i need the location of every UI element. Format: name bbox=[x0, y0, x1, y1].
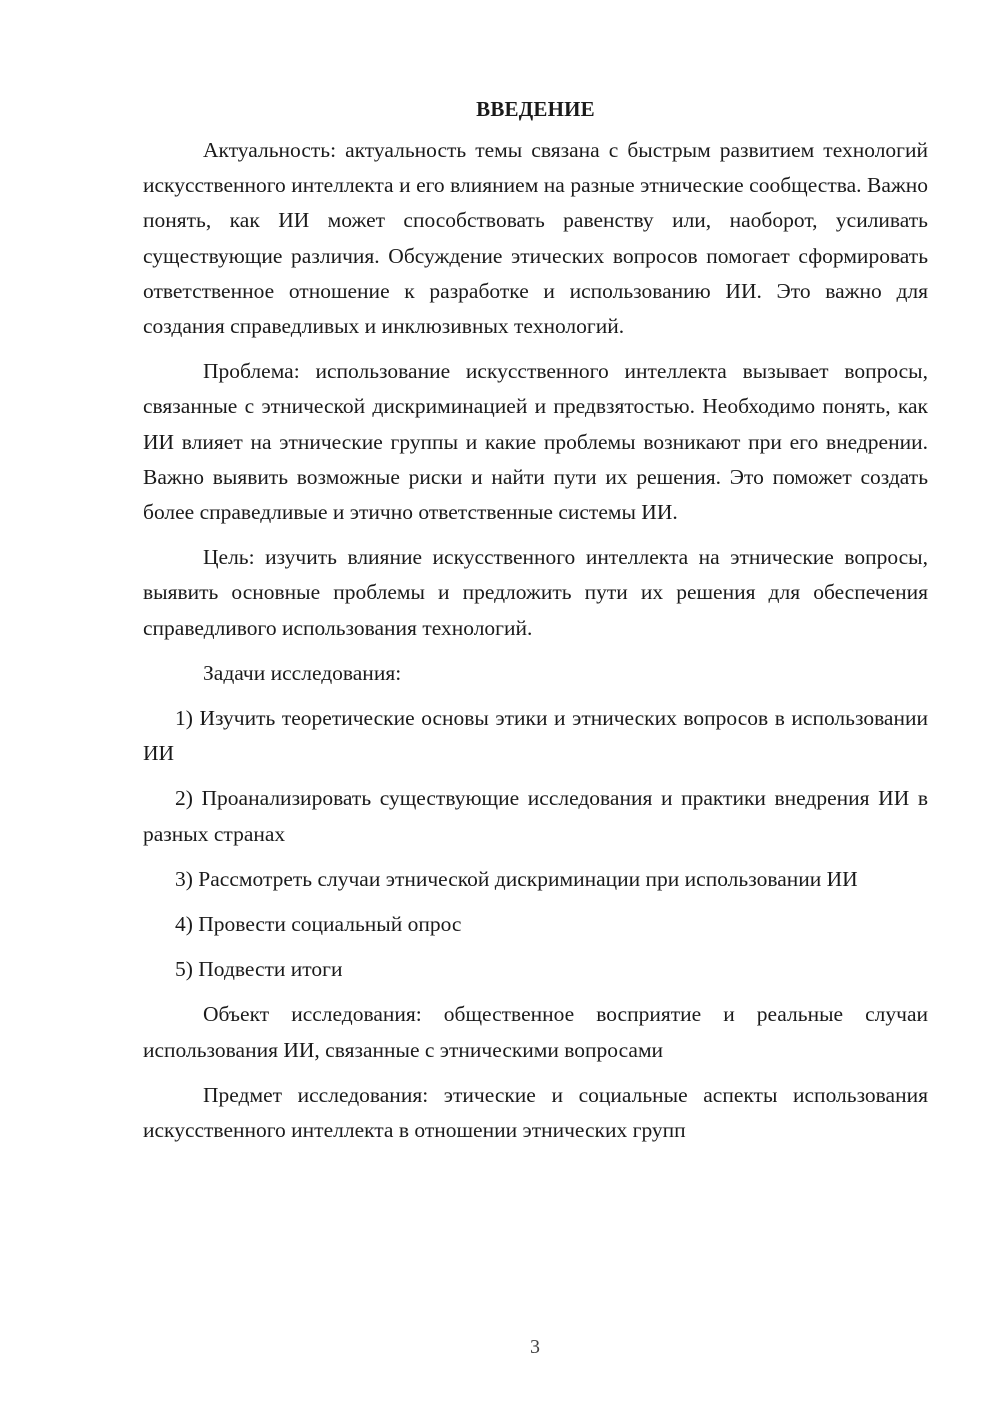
task-item: 4) Провести социальный опрос bbox=[175, 912, 462, 937]
problem-paragraph: Проблема: использование искусственного интеллекта вызывает вопросы, связанные с этнической дискриминацией и предвзятостью. Необходимо понять, как ИИ влияет на этнические группы и какие проблемы возникают при его внедрении. Важно выявить возможные риски и найти пути их решения. Это поможет создать более справедливые и этично ответственные системы ИИ. bbox=[143, 359, 928, 525]
task-item: 1) Изучить теоретические основы этики и этнических вопросов в использовании ИИ bbox=[143, 706, 928, 766]
object-paragraph: Объект исследования: общественное восприятие и реальные случаи использования ИИ, связанные с этническими вопросами bbox=[143, 1002, 928, 1062]
section-title: ВВЕДЕНИЕ bbox=[476, 97, 595, 121]
tasks-heading: Задачи исследования: bbox=[203, 660, 402, 685]
task-item: 5) Подвести итоги bbox=[175, 957, 343, 982]
goal-paragraph: Цель: изучить влияние искусственного интеллекта на этнические вопросы, выявить основные проблемы и предложить пути их решения для обеспечения справедливого использования технологий. bbox=[143, 545, 928, 640]
task-item: 2) Проанализировать существующие исследования и практики внедрения ИИ в разных странах bbox=[143, 786, 928, 846]
document-page bbox=[143, 92, 928, 1158]
page-number: 3 bbox=[530, 1336, 540, 1358]
relevance-paragraph: Актуальность: актуальность темы связана с быстрым развитием технологий искусственного интеллекта и его влиянием на разные этнические сообщества. Важно понять, как ИИ может способствовать равенству или, наоборот, усиливать существующие различия. Обсуждение этических вопросов помогает сформировать ответственное отношение к разработке и использованию ИИ. Это важно для создания справедливых и инклюзивных технологий. bbox=[143, 138, 928, 339]
task-item: 3) Рассмотреть случаи этнической дискриминации при использовании ИИ bbox=[175, 866, 858, 891]
subject-paragraph: Предмет исследования: этические и социальные аспекты использования искусственного интеллекта в отношении этнических групп bbox=[143, 1082, 928, 1143]
